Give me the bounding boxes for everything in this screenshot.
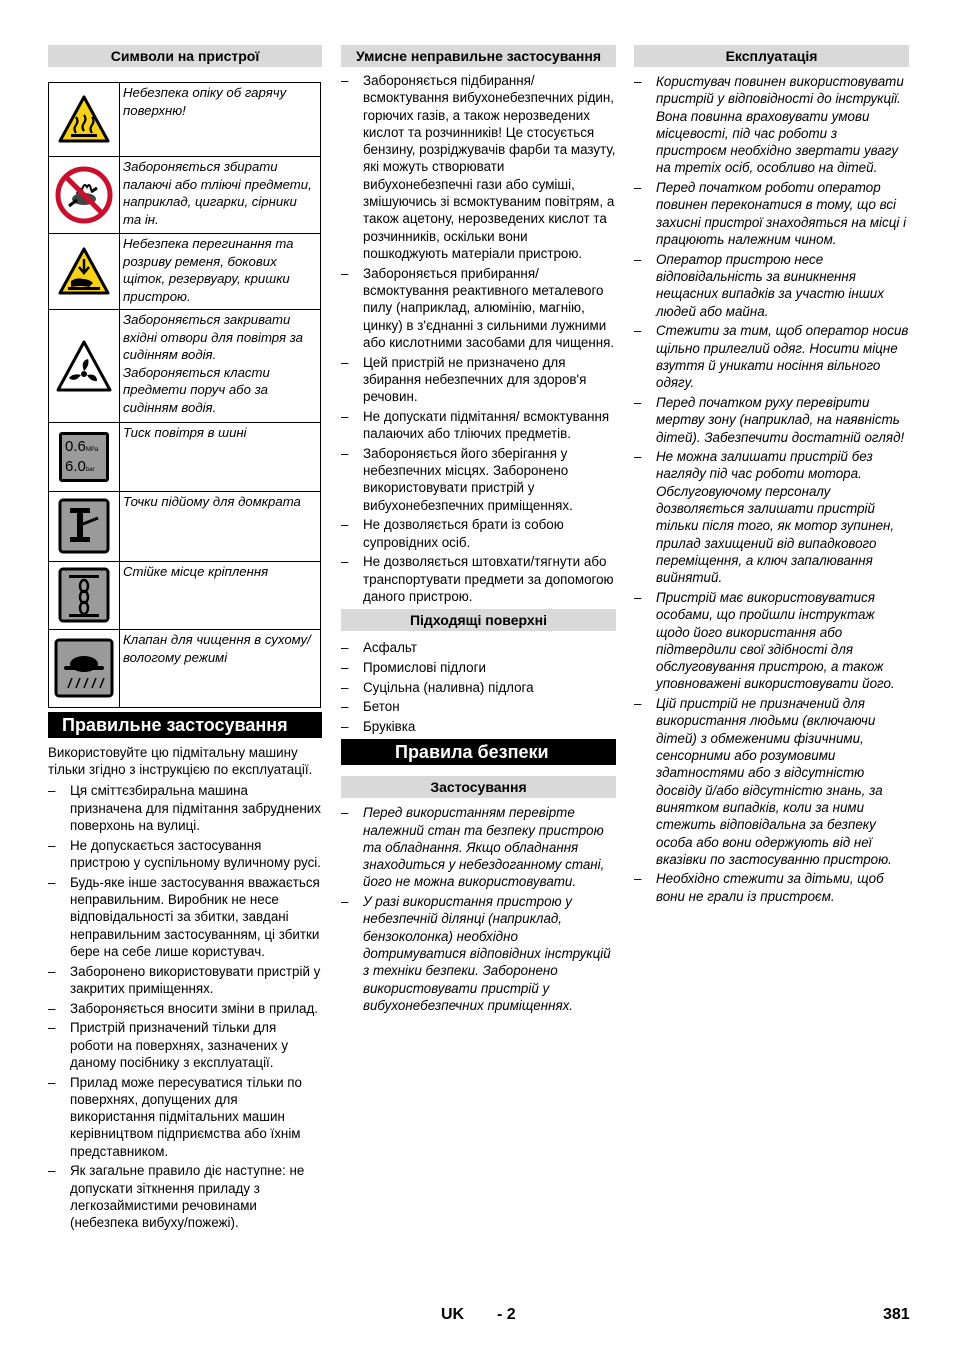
- gauge-bottom-unit: bar: [85, 466, 95, 473]
- misuse-list: [341, 72, 616, 605]
- application-list: [341, 804, 616, 1014]
- symbol-row: [49, 630, 321, 708]
- list-item: – Прилад може пересуватися тільки по поверхнях, допущених для використання підмітальних машин керівництвом підприємства або їхнім представником.: [48, 1074, 303, 1159]
- list-item: – Забороняється підбирання/ всмоктування вибухонебезпечних рідин, горючих газів, а також нерозведених кислот та розчинників! Це стосується бензину, розріджувачів фарби та мазуту, які можуть створювати вибухонебезпечні гази або суміші, змішуючись зі всмоктуваним повітрям, а також ацетону, нерозведених кислот та розчинників, оскільки вони пошкоджують матеріали пристрою.: [341, 73, 616, 261]
- fan-warning-icon: [56, 340, 112, 392]
- list-item: – Не допускається застосування пристрою у суспільному вуличному русі.: [48, 837, 321, 870]
- symbol-row: [49, 562, 321, 630]
- list-item: – Користувач повинен використовувати пристрій у відповідності до інструкції. Вона повинна враховувати умови місцевості, під час роботи з пристроєм необхідно звертати увагу на третіх осіб, особливо на дітей.: [634, 74, 904, 176]
- symbol-text: Стійке місце кріплення: [120, 562, 321, 630]
- list-item: – Бруківка: [341, 719, 416, 734]
- symbol-text: Тиск повітря в шині: [120, 423, 321, 492]
- list-item: – Перед використанням перевірте належний стан та безпеку пристрою та обладнання. Якщо обладнання знаходиться у небездоганному стані, його не можна використовувати.: [341, 805, 605, 890]
- column-right: [634, 45, 909, 907]
- list-item: – Цій пристрій не призначений для використання людьми (включаючи дітей) з обмеженими фізичними, сенсорними або розумовими здатностями або з відсутністю досвіду й/або відсутністю знань, за винятком випадків, коли за ними стежить відповідальна за безпеку особа або вони одержують від неї вказівки по застосуванню пристрою.: [634, 696, 892, 867]
- symbol-text: Забороняється закривати вхідні отвори для повітря за сидінням водія. Забороняється класти предмети поруч або за сидінням водія.: [120, 310, 321, 423]
- list-item: – Не допускати підмітання/ всмоктування палаючих або тліючих предметів.: [341, 408, 610, 442]
- footer-subpage: - 2: [497, 1306, 516, 1323]
- list-item: – Пристрій призначений тільки для роботи на поверхнях, зазначених у даному посібнику з експлуатації.: [48, 1020, 289, 1070]
- gauge-bottom-value: 6.0: [65, 457, 86, 475]
- proper-use-intro: Використовуйте цю підмітальну машину тільки згідно з інструкцією по експлуатації.: [48, 745, 313, 778]
- symbol-text: Небезпека опіку об гарячу поверхню!: [120, 83, 321, 157]
- list-item: – Цей пристрій не призначено для збирання небезпечних для здоров'я речовин.: [341, 354, 587, 405]
- list-item: – Пристрій має використовуватися особами, що пройшли інструктаж щодо його використання або підтвердили свої здібності для обслуговування пристрою, а також уповноважені використовувати його.: [634, 589, 895, 692]
- list-item: – Стежити за тим, щоб оператор носив щільно прилеглий одяг. Носити міцне взуття й уникати носіння вільного одягу.: [634, 323, 909, 391]
- footer-language: UK: [441, 1306, 465, 1323]
- list-item: – Промислові підлоги: [341, 659, 486, 675]
- list-item: – Не дозволяється штовхати/тягнути або транспортувати предмети за допомогою даного пристрою.: [341, 554, 614, 604]
- misuse-heading: Умисне неправильне застосування: [341, 45, 616, 67]
- proper-use-list: [48, 782, 322, 1231]
- list-item: – Бетон: [341, 699, 400, 715]
- symbol-text: Клапан для чищення в сухому/вологому режимі: [120, 630, 321, 708]
- tire-pressure-icon: [59, 432, 109, 482]
- list-item: – Забороняється прибирання/ всмоктування реактивного металевого пилу (наприклад, алюмінію, магнію, цинку) в з'єднанні з сильними лужними або кислотними засобами для чищення.: [341, 265, 615, 350]
- list-item: – У разі використання пристрою у небезпечній ділянці (наприклад, бензоколонка) необхідно дотримуватися відповідних інструкцій з техніки безпеки. Заборонено використовувати пристрій у вибухонебезпечних приміщеннях.: [341, 894, 611, 1013]
- list-item: – Заборонено використовувати пристрій у закритих приміщеннях.: [48, 963, 321, 996]
- list-item: – Перед початком руху перевірити мертву зону (наприклад, на наявність дітей). Забезпечити достатній огляд!: [634, 394, 905, 445]
- list-item: – Ця сміттєзбиральна машина призначена для підмітання забруднених поверхонь на вулиці.: [48, 783, 321, 833]
- safety-heading: Правила безпеки: [341, 739, 616, 765]
- symbol-row: [49, 234, 321, 310]
- footer-page-number: 381: [883, 1306, 910, 1323]
- operation-heading: Експлуатація: [634, 45, 909, 67]
- symbol-row: [49, 310, 321, 423]
- list-item: – Будь-яке інше застосування вважається неправильним. Виробник не несе відповідальності за збитки, завдані неправильним застосуванням, ці збитки бере на себе лише користувач.: [48, 874, 320, 959]
- column-middle: [341, 45, 616, 1017]
- symbol-text: Забороняється збирати палаючі або тліючі предмети, наприклад, цигарки, сірники та ін.: [120, 157, 321, 234]
- crush-hazard-icon: [58, 247, 110, 295]
- surfaces-list: [341, 639, 616, 735]
- jack-point-icon: [58, 498, 110, 554]
- application-heading: Застосування: [341, 776, 616, 798]
- list-item: – Суцільна (наливна) підлога: [341, 679, 534, 695]
- chain-anchor-icon: [58, 567, 110, 623]
- symbol-text: Небезпека перегинання та розриву ременя, бокових щіток, резервуару, кришки пристрою.: [120, 234, 321, 310]
- list-item: – Необхідно стежити за дітьми, щоб вони не грали із пристроєм.: [634, 871, 884, 904]
- hot-surface-icon: [58, 95, 110, 143]
- symbol-text: Точки підйому для домкрата: [120, 492, 321, 562]
- filter-valve-icon: [54, 638, 114, 698]
- no-burning-objects-icon: [55, 166, 113, 224]
- list-item: – Асфальт: [341, 640, 417, 656]
- list-item: – Оператор пристрою несе відповідальність за виникнення нещасних випадків за участю інших людей або майна.: [634, 251, 884, 319]
- list-item: – Не дозволяється брати із собою супровідних осіб.: [341, 517, 564, 550]
- gauge-top-value: 0.6: [65, 437, 86, 455]
- list-item: – Забороняється вносити зміни в прилад.: [48, 1000, 318, 1016]
- list-item: – Забороняється його зберігання у небезпечних місцях. Заборонено використовувати пристрій у вибухонебезпечних приміщеннях.: [341, 445, 573, 513]
- symbol-row: [49, 83, 321, 157]
- symbol-row: [49, 423, 321, 492]
- symbols-table: [48, 82, 321, 708]
- list-item: – Не можна залишати пристрій без нагляду під час роботи мотора. Обслуговуючому персоналу дозволяється залишати пристрій тільки після того, як мотор зупинен, прилад захищений від випадкового переміщення, а ключ запалювання вийнятий.: [634, 449, 895, 586]
- surfaces-heading: Підходящі поверхні: [341, 609, 616, 631]
- gauge-top-unit: MPa: [85, 446, 99, 453]
- list-item: – Як загальне правило діє наступне: не допускати зіткнення приладу з легкозаймистими речовинами (небезпека вибуху/пожежі).: [48, 1163, 305, 1231]
- proper-use-heading: Правильне застосування: [48, 712, 322, 738]
- operation-list: [634, 73, 909, 905]
- column-left: [48, 45, 322, 1234]
- symbols-heading: Символи на пристрої: [48, 45, 322, 67]
- symbol-row: [49, 157, 321, 234]
- list-item: – Перед початком роботи оператор повинен переконатися в тому, що всі захисні пристрої знаходяться на місці і працюють належним чином.: [634, 180, 907, 248]
- symbol-row: [49, 492, 321, 562]
